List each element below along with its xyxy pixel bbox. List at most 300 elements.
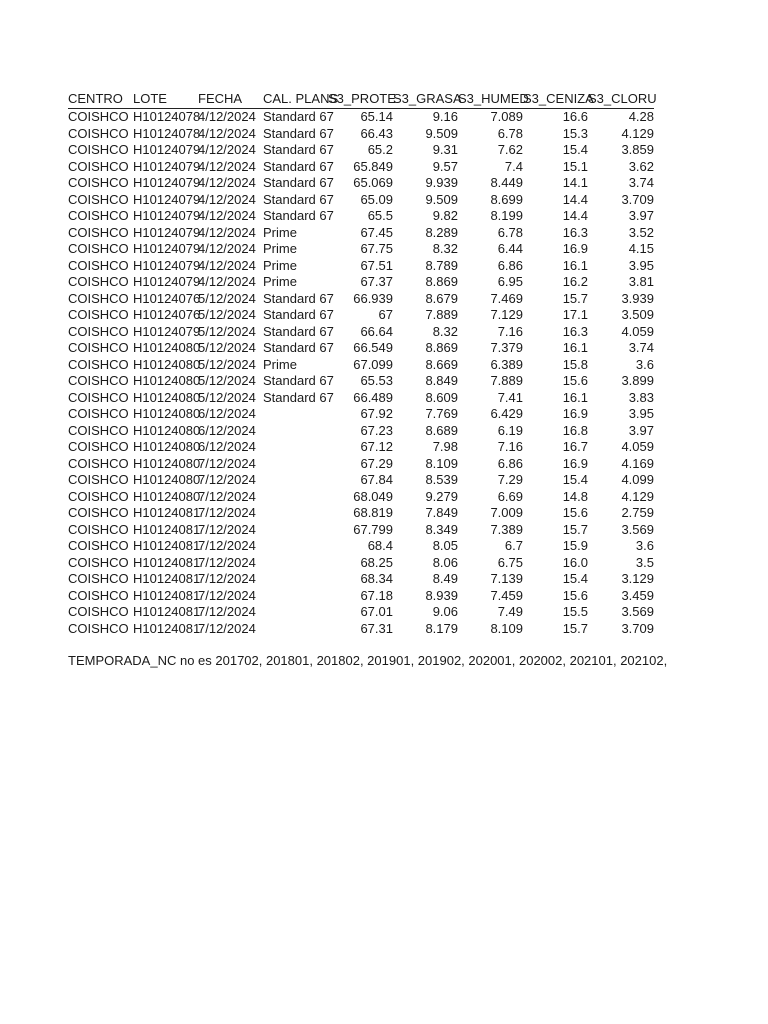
cell-centro: COISHCO	[68, 488, 129, 504]
table-row	[68, 241, 654, 258]
cell-ceniza: 15.9	[562, 538, 588, 553]
cell-lote: H10124079	[133, 274, 201, 289]
cell-cloruro: 3.74	[628, 175, 654, 190]
cell-fecha: 4/12/2024	[198, 175, 256, 190]
cell-proteina: 67.29	[360, 455, 393, 471]
cell-ceniza: 16.9	[562, 406, 588, 421]
cell-cloruro: 3.83	[628, 389, 654, 405]
table-row	[68, 274, 654, 291]
cell-ceniza: 14.4	[562, 191, 588, 207]
cell-lote: H10124079	[133, 175, 201, 190]
table-row	[68, 604, 654, 621]
cell-cloruro: 3.939	[621, 290, 654, 306]
cell-centro: COISHCO	[68, 356, 129, 372]
cell-proteina: 65.849	[353, 158, 393, 174]
cell-humedad: 6.429	[490, 406, 523, 421]
cell-cloruro: 3.95	[628, 257, 654, 273]
cell-centro: COISHCO	[68, 340, 129, 355]
cell-grasa: 8.289	[425, 224, 458, 240]
cell-cloruro: 3.62	[628, 158, 654, 174]
cell-grasa: 8.49	[432, 571, 458, 586]
cell-proteina: 65.2	[367, 142, 393, 157]
cell-proteina: 66.939	[353, 290, 393, 306]
table-row	[68, 571, 654, 588]
cell-fecha: 4/12/2024	[198, 191, 256, 207]
cell-cloruro: 3.709	[621, 620, 654, 636]
cell-calidad: Prime	[263, 257, 297, 273]
table-row	[68, 324, 654, 341]
cell-grasa: 8.939	[425, 587, 458, 603]
cell-proteina: 67.01	[360, 604, 393, 619]
cell-humedad: 7.16	[497, 323, 523, 339]
cell-lote: H10124080	[133, 389, 201, 405]
cell-calidad: Standard 67	[263, 175, 334, 190]
cell-centro: COISHCO	[68, 158, 129, 174]
cell-humedad: 6.44	[497, 241, 523, 256]
cell-centro: COISHCO	[68, 521, 129, 537]
cell-grasa: 8.179	[425, 620, 458, 636]
cell-fecha: 7/12/2024	[198, 538, 256, 553]
cell-grasa: 8.06	[432, 554, 458, 570]
cell-lote: H10124080	[133, 340, 201, 355]
cell-fecha: 5/12/2024	[198, 356, 256, 372]
cell-calidad: Standard 67	[263, 208, 334, 223]
cell-grasa: 8.05	[432, 538, 458, 553]
cell-grasa: 8.349	[425, 521, 458, 537]
cell-proteina: 67	[378, 307, 393, 322]
cell-calidad: Prime	[263, 241, 297, 256]
cell-calidad	[263, 439, 328, 456]
cell-calidad	[263, 604, 328, 621]
cell-fecha: 6/12/2024	[198, 406, 256, 421]
cell-humedad: 6.389	[490, 356, 523, 372]
cell-cloruro: 4.169	[621, 455, 654, 471]
cell-ceniza: 16.9	[562, 241, 588, 256]
cell-calidad: Standard 67	[263, 389, 334, 405]
table-row	[68, 307, 654, 324]
cell-lote: H10124080	[133, 406, 201, 421]
cell-humedad: 8.109	[490, 620, 523, 636]
cell-calidad	[263, 423, 328, 440]
cell-centro: COISHCO	[68, 406, 129, 421]
cell-lote: H10124080	[133, 373, 201, 388]
cell-centro: COISHCO	[68, 109, 129, 124]
cell-ceniza: 15.6	[562, 587, 588, 603]
cell-grasa: 7.889	[425, 307, 458, 322]
cell-ceniza: 16.1	[562, 340, 588, 355]
cell-calidad	[263, 505, 328, 522]
cell-humedad: 6.86	[497, 257, 523, 273]
cell-cloruro: 3.569	[621, 604, 654, 619]
cell-lote: H10124081	[133, 587, 201, 603]
cell-grasa: 8.679	[425, 290, 458, 306]
cell-humedad: 7.469	[490, 290, 523, 306]
cell-fecha: 4/12/2024	[198, 274, 256, 289]
cell-grasa: 7.98	[432, 439, 458, 454]
cell-calidad: Standard 67	[263, 142, 334, 157]
cell-cloruro: 3.5	[635, 554, 654, 570]
cell-ceniza: 16.1	[562, 257, 588, 273]
cell-ceniza: 16.2	[562, 274, 588, 289]
cell-calidad	[263, 489, 328, 506]
cell-fecha: 4/12/2024	[198, 257, 256, 273]
cell-calidad: Standard 67	[263, 109, 334, 124]
cell-lote: H10124081	[133, 604, 201, 619]
cell-proteina: 67.75	[360, 241, 393, 256]
cell-centro: COISHCO	[68, 587, 129, 603]
cell-grasa: 9.82	[432, 208, 458, 223]
cell-cloruro: 3.97	[628, 208, 654, 223]
cell-proteina: 67.92	[360, 406, 393, 421]
cell-lote: H10124080	[133, 488, 201, 504]
cell-cloruro: 3.6	[635, 356, 654, 372]
cell-grasa: 8.539	[425, 472, 458, 487]
cell-humedad: 7.4	[504, 158, 523, 174]
cell-lote: H10124079	[133, 241, 201, 256]
cell-proteina: 65.5	[367, 208, 393, 223]
cell-cloruro: 3.52	[628, 224, 654, 240]
cell-calidad: Prime	[263, 224, 297, 240]
table-row	[68, 621, 654, 638]
cell-humedad: 6.78	[497, 125, 523, 141]
cell-lote: H10124079	[133, 158, 201, 174]
cell-cloruro: 4.28	[628, 109, 654, 124]
cell-humedad: 6.69	[497, 488, 523, 504]
cell-cloruro: 4.099	[621, 472, 654, 487]
cell-ceniza: 15.4	[562, 472, 588, 487]
table-row	[68, 357, 654, 374]
table-row	[68, 175, 654, 192]
cell-humedad: 7.41	[497, 389, 523, 405]
cell-fecha: 7/12/2024	[198, 505, 256, 520]
cell-proteina: 66.64	[360, 323, 393, 339]
cell-fecha: 7/12/2024	[198, 472, 256, 487]
spreadsheet-page	[68, 90, 658, 637]
table-row	[68, 258, 654, 275]
cell-calidad	[263, 621, 328, 638]
cell-proteina: 66.43	[360, 125, 393, 141]
cell-grasa: 8.869	[425, 274, 458, 289]
table-row	[68, 505, 654, 522]
cell-calidad	[263, 588, 328, 605]
cell-calidad	[263, 456, 328, 473]
cell-cloruro: 3.6	[635, 538, 654, 553]
cell-ceniza: 16.6	[562, 109, 588, 124]
cell-centro: COISHCO	[68, 455, 129, 471]
cell-fecha: 5/12/2024	[198, 340, 256, 355]
table-row	[68, 423, 654, 440]
cell-humedad: 7.49	[497, 604, 523, 619]
table-row	[68, 291, 654, 308]
cell-humedad: 7.16	[497, 439, 523, 454]
cell-ceniza: 15.6	[562, 373, 588, 388]
cell-proteina: 67.23	[360, 422, 393, 438]
cell-ceniza: 15.4	[562, 571, 588, 586]
cell-fecha: 4/12/2024	[198, 125, 256, 141]
column-header: S3_HUMED	[458, 90, 523, 109]
cell-lote: H10124078	[133, 125, 201, 141]
cell-centro: COISHCO	[68, 571, 129, 586]
cell-centro: COISHCO	[68, 422, 129, 438]
table-row	[68, 555, 654, 572]
cell-ceniza: 15.4	[562, 142, 588, 157]
cell-proteina: 67.84	[360, 472, 393, 487]
cell-centro: COISHCO	[68, 554, 129, 570]
cell-centro: COISHCO	[68, 620, 129, 636]
filter-footnote: TEMPORADA_NC no es 201702, 201801, 201802, 201901, 201902, 202001, 202002, 202101, 202102,	[68, 653, 668, 668]
cell-proteina: 67.12	[360, 439, 393, 454]
cell-humedad: 8.449	[490, 175, 523, 190]
cell-humedad: 7.889	[490, 373, 523, 388]
cell-lote: H10124079	[133, 142, 201, 157]
cell-grasa: 9.509	[425, 125, 458, 141]
cell-centro: COISHCO	[68, 389, 129, 405]
cell-centro: COISHCO	[68, 142, 129, 157]
cell-fecha: 7/12/2024	[198, 554, 256, 570]
cell-humedad: 7.29	[497, 472, 523, 487]
cell-ceniza: 16.7	[562, 439, 588, 454]
cell-calidad: Standard 67	[263, 158, 334, 174]
cell-cloruro: 3.97	[628, 422, 654, 438]
cell-calidad	[263, 571, 328, 588]
cell-fecha: 4/12/2024	[198, 208, 256, 223]
cell-ceniza: 14.4	[562, 208, 588, 223]
cell-cloruro: 3.129	[621, 571, 654, 586]
cell-lote: H10124079	[133, 323, 201, 339]
table-row	[68, 439, 654, 456]
cell-ceniza: 15.7	[562, 521, 588, 537]
cell-centro: COISHCO	[68, 472, 129, 487]
cell-ceniza: 15.3	[562, 125, 588, 141]
cell-ceniza: 16.8	[562, 422, 588, 438]
cell-cloruro: 3.859	[621, 142, 654, 157]
cell-grasa: 7.769	[425, 406, 458, 421]
cell-lote: H10124080	[133, 422, 201, 438]
cell-proteina: 66.549	[353, 340, 393, 355]
cell-lote: H10124079	[133, 257, 201, 273]
table-row	[68, 522, 654, 539]
cell-humedad: 6.7	[504, 538, 523, 553]
cell-calidad: Standard 67	[263, 373, 334, 388]
cell-lote: H10124079	[133, 208, 201, 223]
cell-fecha: 6/12/2024	[198, 439, 256, 454]
cell-lote: H10124081	[133, 571, 201, 586]
cell-ceniza: 16.3	[562, 323, 588, 339]
table-row	[68, 373, 654, 390]
cell-fecha: 6/12/2024	[198, 422, 256, 438]
cell-lote: H10124079	[133, 191, 201, 207]
cell-fecha: 5/12/2024	[198, 389, 256, 405]
cell-humedad: 6.86	[497, 455, 523, 471]
cell-centro: COISHCO	[68, 373, 129, 388]
table-row	[68, 538, 654, 555]
column-header: S3_CLORU	[588, 90, 654, 109]
cell-fecha: 4/12/2024	[198, 142, 256, 157]
cell-centro: COISHCO	[68, 274, 129, 289]
cell-ceniza: 15.1	[562, 158, 588, 174]
cell-cloruro: 4.15	[628, 241, 654, 256]
cell-humedad: 7.129	[490, 307, 523, 322]
cell-grasa: 9.509	[425, 191, 458, 207]
cell-grasa: 8.609	[425, 389, 458, 405]
cell-calidad	[263, 522, 328, 539]
cell-lote: H10124081	[133, 554, 201, 570]
cell-humedad: 8.199	[490, 208, 523, 223]
cell-proteina: 67.37	[360, 274, 393, 289]
cell-humedad: 6.78	[497, 224, 523, 240]
cell-humedad: 7.009	[490, 505, 523, 520]
table-row	[68, 192, 654, 209]
cell-ceniza: 15.6	[562, 505, 588, 520]
cell-cloruro: 3.569	[621, 521, 654, 537]
cell-proteina: 67.099	[353, 356, 393, 372]
cell-cloruro: 3.509	[621, 307, 654, 322]
cell-ceniza: 15.5	[562, 604, 588, 619]
cell-grasa: 8.109	[425, 455, 458, 471]
cell-cloruro: 3.95	[628, 406, 654, 421]
cell-calidad	[263, 555, 328, 572]
table-row	[68, 406, 654, 423]
column-header: LOTE	[133, 90, 198, 109]
cell-proteina: 68.25	[360, 554, 393, 570]
column-header: S3_PROTE	[328, 90, 393, 109]
cell-humedad: 6.75	[497, 554, 523, 570]
cell-grasa: 8.789	[425, 257, 458, 273]
cell-centro: COISHCO	[68, 538, 129, 553]
table-row	[68, 208, 654, 225]
cell-humedad: 7.389	[490, 521, 523, 537]
table-row	[68, 109, 654, 126]
cell-calidad	[263, 538, 328, 555]
cell-fecha: 4/12/2024	[198, 224, 256, 240]
cell-calidad: Standard 67	[263, 340, 334, 355]
cell-proteina: 67.31	[360, 620, 393, 636]
table-row	[68, 159, 654, 176]
cell-centro: COISHCO	[68, 208, 129, 223]
cell-cloruro: 4.059	[621, 323, 654, 339]
cell-centro: COISHCO	[68, 307, 129, 322]
cell-fecha: 4/12/2024	[198, 241, 256, 256]
cell-grasa: 9.939	[425, 175, 458, 190]
cell-fecha: 5/12/2024	[198, 290, 256, 306]
cell-lote: H10124076	[133, 290, 201, 306]
cell-fecha: 7/12/2024	[198, 587, 256, 603]
cell-grasa: 8.32	[432, 323, 458, 339]
cell-cloruro: 3.899	[621, 373, 654, 388]
cell-cloruro: 2.759	[621, 505, 654, 520]
cell-calidad: Standard 67	[263, 290, 334, 306]
cell-grasa: 9.57	[432, 158, 458, 174]
header-row	[68, 90, 654, 109]
cell-proteina: 68.819	[353, 505, 393, 520]
column-header: S3_CENIZA	[523, 90, 588, 109]
cell-fecha: 4/12/2024	[198, 158, 256, 174]
cell-proteina: 68.049	[353, 488, 393, 504]
table-row	[68, 588, 654, 605]
cell-proteina: 65.53	[360, 373, 393, 388]
cell-calidad: Standard 67	[263, 125, 334, 141]
cell-calidad: Standard 67	[263, 191, 334, 207]
cell-lote: H10124080	[133, 356, 201, 372]
cell-ceniza: 14.1	[562, 175, 588, 190]
cell-humedad: 6.19	[497, 422, 523, 438]
cell-lote: H10124080	[133, 439, 201, 454]
cell-ceniza: 16.9	[562, 455, 588, 471]
cell-proteina: 68.34	[360, 571, 393, 586]
cell-grasa: 7.849	[425, 505, 458, 520]
cell-lote: H10124078	[133, 109, 201, 124]
cell-centro: COISHCO	[68, 604, 129, 619]
column-header: CENTRO	[68, 90, 133, 109]
cell-centro: COISHCO	[68, 505, 129, 520]
table-row	[68, 340, 654, 357]
cell-fecha: 7/12/2024	[198, 620, 256, 636]
cell-grasa: 8.869	[425, 340, 458, 355]
cell-cloruro: 3.459	[621, 587, 654, 603]
cell-calidad	[263, 406, 328, 423]
cell-calidad: Prime	[263, 356, 297, 372]
cell-centro: COISHCO	[68, 323, 129, 339]
cell-ceniza: 16.3	[562, 224, 588, 240]
cell-centro: COISHCO	[68, 241, 129, 256]
cell-lote: H10124079	[133, 224, 201, 240]
cell-fecha: 7/12/2024	[198, 455, 256, 471]
cell-lote: H10124081	[133, 538, 201, 553]
cell-proteina: 65.14	[360, 109, 393, 124]
cell-lote: H10124081	[133, 620, 201, 636]
cell-grasa: 8.669	[425, 356, 458, 372]
cell-calidad: Standard 67	[263, 307, 334, 322]
cell-proteina: 66.489	[353, 389, 393, 405]
cell-centro: COISHCO	[68, 224, 129, 240]
cell-cloruro: 3.74	[628, 340, 654, 355]
cell-proteina: 65.09	[360, 191, 393, 207]
table-row	[68, 225, 654, 242]
cell-centro: COISHCO	[68, 175, 129, 190]
cell-cloruro: 3.709	[621, 191, 654, 207]
cell-fecha: 5/12/2024	[198, 323, 256, 339]
cell-fecha: 5/12/2024	[198, 373, 256, 388]
cell-fecha: 7/12/2024	[198, 521, 256, 537]
cell-calidad	[263, 472, 328, 489]
cell-humedad: 7.379	[490, 340, 523, 355]
cell-humedad: 6.95	[497, 274, 523, 289]
table-row	[68, 456, 654, 473]
cell-cloruro: 4.129	[621, 125, 654, 141]
cell-calidad: Prime	[263, 274, 297, 289]
cell-cloruro: 3.81	[628, 274, 654, 289]
cell-fecha: 7/12/2024	[198, 571, 256, 586]
table-row	[68, 390, 654, 407]
table-row	[68, 489, 654, 506]
cell-grasa: 9.31	[432, 142, 458, 157]
table-row	[68, 142, 654, 159]
cell-centro: COISHCO	[68, 125, 129, 141]
cell-proteina: 67.45	[360, 224, 393, 240]
cell-humedad: 7.089	[490, 109, 523, 124]
cell-ceniza: 15.7	[562, 290, 588, 306]
cell-grasa: 8.689	[425, 422, 458, 438]
cell-ceniza: 15.7	[562, 620, 588, 636]
cell-fecha: 4/12/2024	[198, 109, 256, 124]
column-header: S3_GRASA	[393, 90, 458, 109]
cell-ceniza: 15.8	[562, 356, 588, 372]
cell-ceniza: 16.1	[562, 389, 588, 405]
cell-proteina: 65.069	[353, 175, 393, 190]
cell-cloruro: 4.059	[621, 439, 654, 454]
cell-humedad: 7.459	[490, 587, 523, 603]
cell-humedad: 8.699	[490, 191, 523, 207]
